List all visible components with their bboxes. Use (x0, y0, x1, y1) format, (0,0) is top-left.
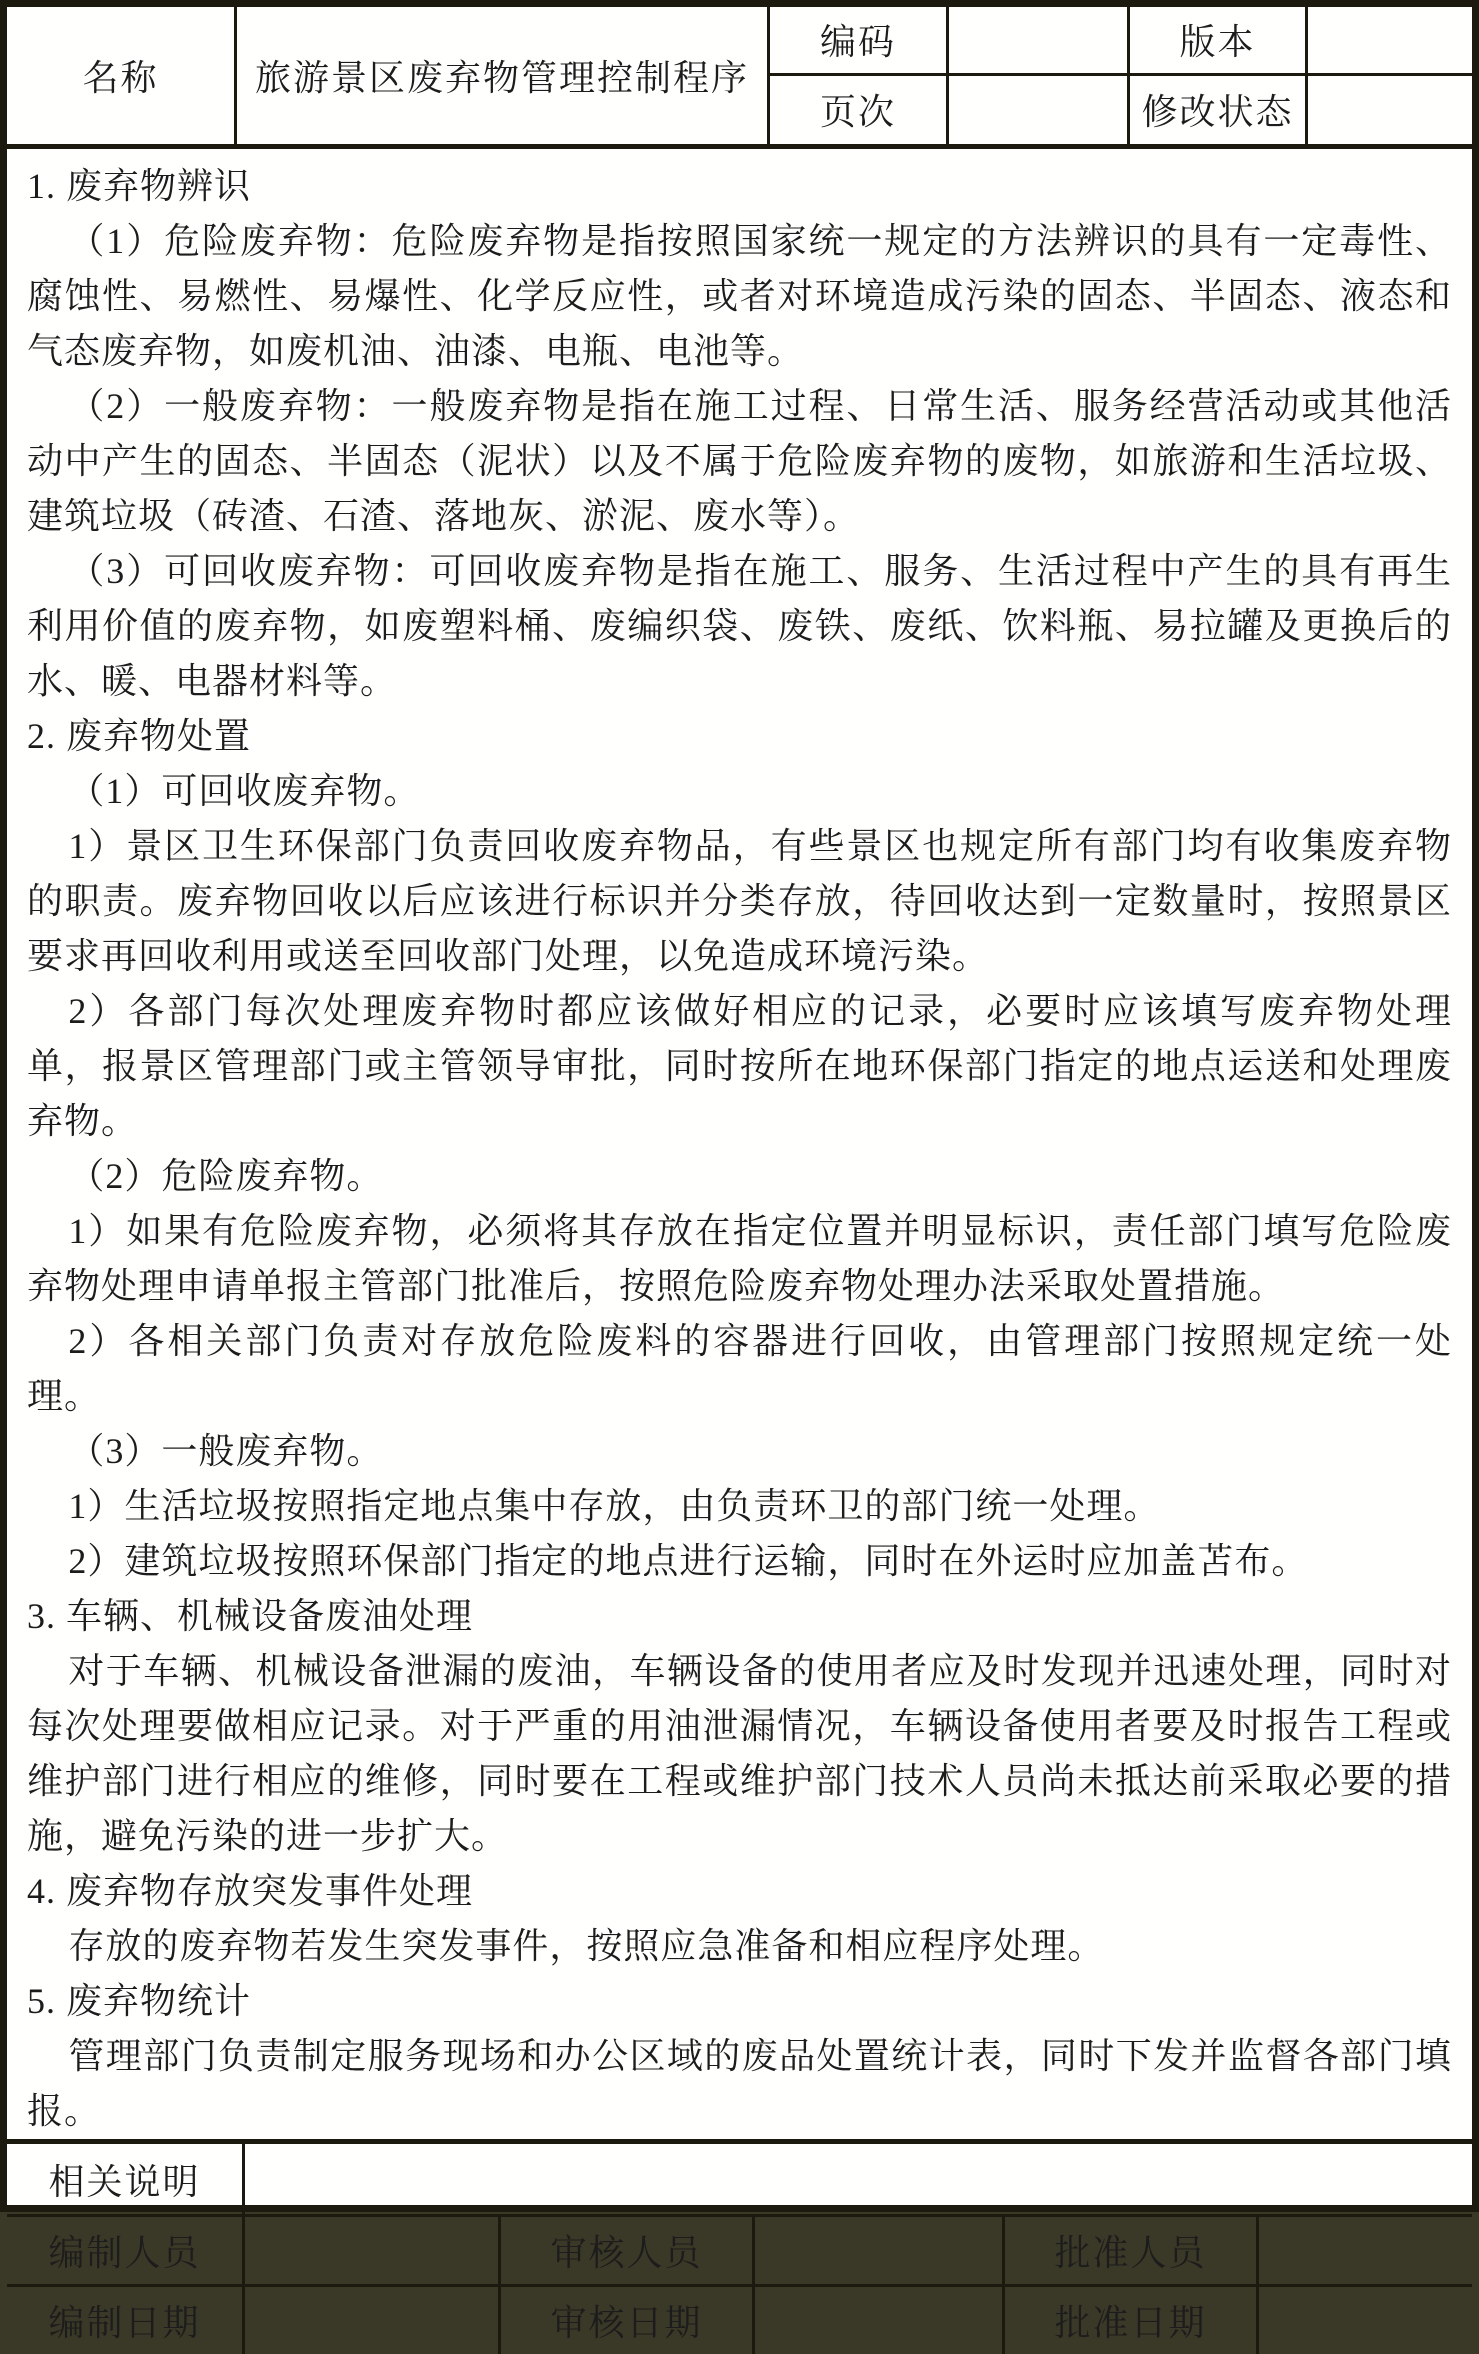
version-value-cell (1308, 7, 1472, 76)
approval-date-label-cell: 批准日期 (1005, 2287, 1259, 2354)
compiler-label-cell: 编制人员 (7, 2217, 245, 2284)
code-label-cell: 编码 (770, 7, 949, 76)
body-paragraph: 1）景区卫生环保部门负责回收废弃物品，有些景区也规定所有部门均有收集废弃物的职责。废弃物回收以后应该进行标识并分类存放，待回收达到一定数量时，按照景区要求再回收利用或送至回收部门处理，以免造成环境污染。 (27, 826, 1452, 976)
body-paragraph: 2. 废弃物处置 (27, 716, 252, 756)
dates-row (7, 2284, 1472, 2354)
name-label-cell: 名称 (7, 7, 237, 144)
compiler-value-cell (245, 2217, 501, 2284)
version-label-cell: 版本 (1130, 7, 1308, 76)
body-paragraph: （2）危险废弃物。 (68, 1156, 384, 1196)
header-table (7, 7, 1472, 149)
body-paragraph: （1）可回收废弃物。 (68, 771, 421, 811)
body-paragraph: 4. 废弃物存放突发事件处理 (27, 1871, 474, 1911)
footer-table (7, 2139, 1472, 2354)
page-label-cell: 页次 (770, 76, 949, 145)
body-paragraphs (7, 149, 1472, 2139)
body-paragraph: 管理部门负责制定服务现场和办公区域的废品处置统计表，同时下发并监督各部门填报。 (27, 2036, 1452, 2131)
reviewer-value-cell (755, 2217, 1005, 2284)
body-paragraph: 存放的废弃物若发生突发事件，按照应急准备和相应程序处理。 (68, 1926, 1105, 1966)
compile-date-label-cell: 编制日期 (7, 2287, 245, 2354)
approver-value-cell (1259, 2217, 1472, 2284)
body-paragraph: 1）生活垃圾按照指定地点集中存放，由负责环卫的部门统一处理。 (68, 1486, 1161, 1526)
body-paragraph: （3）可回收废弃物：可回收废弃物是指在施工、服务、生活过程中产生的具有再生利用价值的废弃物，如废塑料桶、废编织袋、废铁、废纸、饮料瓶、易拉罐及更换后的水、暖、电器材料等。 (27, 551, 1452, 701)
body-paragraph: 1）如果有危险废弃物，必须将其存放在指定位置并明显标识，责任部门填写危险废弃物处理申请单报主管部门批准后，按照危险废弃物处理办法采取处置措施。 (27, 1211, 1452, 1306)
body-paragraph: （2）一般废弃物：一般废弃物是指在施工过程、日常生活、服务经营活动或其他活动中产生的固态、半固态（泥状）以及不属于危险废弃物的废物，如旅游和生活垃圾、建筑垃圾（砖渣、石渣、落地灰、淤泥、废水等）。 (27, 386, 1452, 536)
compile-date-value-cell (245, 2287, 501, 2354)
body-paragraph: 5. 废弃物统计 (27, 1981, 252, 2021)
notes-row (7, 2144, 1472, 2214)
body-paragraph: 2）建筑垃圾按照环保部门指定的地点进行运输，同时在外运时应加盖苫布。 (68, 1541, 1309, 1581)
notes-value-cell (245, 2144, 1472, 2214)
review-date-value-cell (755, 2287, 1005, 2354)
reviewer-label-cell: 审核人员 (501, 2217, 755, 2284)
body-paragraph: 2）各部门每次处理废弃物时都应该做好相应的记录，必要时应该填写废弃物处理单，报景区管理部门或主管领导审批，同时按所在地环保部门指定的地点运送和处理废弃物。 (27, 991, 1452, 1141)
revision-status-value-cell (1308, 76, 1472, 145)
body-paragraph: 2）各相关部门负责对存放危险废料的容器进行回收，由管理部门按照规定统一处理。 (27, 1321, 1452, 1416)
body-paragraph: 对于车辆、机械设备泄漏的废油，车辆设备的使用者应及时发现并迅速处理，同时对每次处理要做相应记录。对于严重的用油泄漏情况，车辆设备使用者要及时报告工程或维护部门进行相应的维修，同时要在工程或维护部门技术人员尚未抵达前采取必要的措施，避免污染的进一步扩大。 (27, 1651, 1452, 1856)
body-paragraph: 3. 车辆、机械设备废油处理 (27, 1596, 474, 1636)
notes-label-cell: 相关说明 (7, 2144, 245, 2214)
body-paragraph: 1. 废弃物辨识 (27, 166, 252, 206)
personnel-row (7, 2214, 1472, 2284)
body-paragraph: （3）一般废弃物。 (68, 1431, 384, 1471)
body-paragraph: （1）危险废弃物：危险废弃物是指按照国家统一规定的方法辨识的具有一定毒性、腐蚀性、易燃性、易爆性、化学反应性，或者对环境造成污染的固态、半固态、液态和气态废弃物，如废机油、油漆、电瓶、电池等。 (27, 221, 1452, 371)
code-value-cell (949, 7, 1130, 76)
review-date-label-cell: 审核日期 (501, 2287, 755, 2354)
procedure-document (7, 7, 1472, 2343)
page-value-cell (949, 76, 1130, 145)
approver-label-cell: 批准人员 (1005, 2217, 1259, 2284)
approval-date-value-cell (1259, 2287, 1472, 2354)
revision-status-label-cell: 修改状态 (1130, 76, 1308, 145)
document-title-cell: 旅游景区废弃物管理控制程序 (237, 7, 770, 144)
